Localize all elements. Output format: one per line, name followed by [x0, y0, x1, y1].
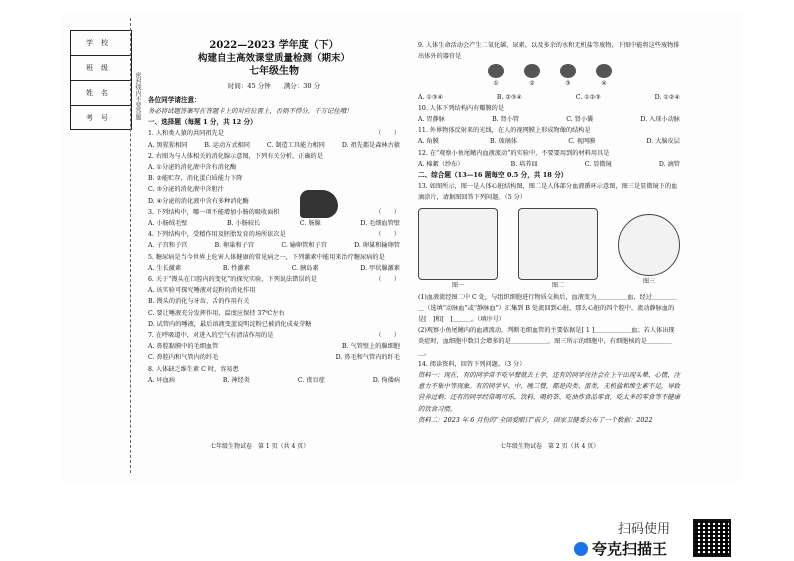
notice-heading: 各位同学请注意：: [148, 95, 201, 104]
question-6: 6. 关于“馒头在口腔内的变化”的探究实验，下列说法错误的是 （ ）: [148, 276, 400, 284]
question-2: 2. 右图为与人体相关的消化腺示意图，下列有关分析，正确的是: [148, 152, 323, 160]
q2-option-d: D. ④分泌的消化液中含有多种消化酶: [148, 197, 249, 205]
brand-name: 夸克扫描王: [592, 540, 668, 558]
q11-options: A. 角膜 B. 玻璃体 C. 视网膜 D. 大脑皮层: [418, 138, 680, 146]
q2-option-b: B. ②能贮存，消化蛋白质能力下降: [148, 175, 243, 183]
q9-options: A. ①③④ B. ②③④ C. ①②③ D. ①②④: [418, 93, 680, 101]
q7-options-ab: A. 鼻腔黏膜中的毛细血管 B. 气管壁上的腺细胞: [148, 343, 400, 351]
subject-title: 七年级生物: [249, 66, 299, 78]
brand-logo-icon: [574, 542, 588, 556]
q6-option-b: B. 馒头的消化与牙齿、舌的作用有关: [148, 298, 250, 306]
scan-label: 扫码使用: [618, 522, 671, 537]
student-info-box: [70, 30, 132, 130]
q13-part-2: (2)观察小鱼尾鳍内的血液流动，判断毛细血管的主要依据是[ 1 ]＿＿＿＿＿＿血；若人体出现炎症时，血细胞中数目会增多的是＿＿＿＿＿＿，图三所示的细胞中，有细胞核的是＿＿＿＿＿。: [418, 327, 675, 357]
question-4: 4. 下列结构中，受精作用及胚胎发育的场所依次是 （ ）: [148, 231, 400, 239]
digestive-gland-figure: [300, 190, 338, 218]
q4-options: A. 子宫和子宫 B. 卵巢和子宫 C. 输卵管和子宫 D. 卵巢和输卵管: [148, 242, 400, 250]
left-column: [148, 40, 400, 386]
question-3: 3. 下列结构中，哪一项不能增加小肠的吸收面积 （ ）: [148, 208, 400, 216]
q6-option-d: D. 试管内的唾液，最后溶液变蓝说明淀粉已被消化成麦芽糖: [148, 320, 312, 328]
q2-option-a: A. ①分泌的消化液中含有消化酶: [148, 164, 237, 172]
exam-title: 构建自主高效课堂质量检测（期末）: [197, 53, 350, 65]
material-1: 资料一：现在，有的同学常不吃早餐就去上学，还有的同学往往会在上午出现头晕、心慌、注意力不集中等现象。有的同学早、中、晚三餐，都是肉类、蛋类，无机盐和维生素不足，导致营养过剩；还有的同学经常喝可乐，饮料，喝奶茶、吃油炸食品零食，吃太多的零食等不健康的饮食习惯。: [418, 371, 681, 413]
question-13: 13. 如图所示，图一是人体心脏结构图，图二是人体部分血液循环示意图，图三是显微镜下的血滴涂片，请据图回答下列问题。（5 分）: [418, 183, 678, 202]
brand-watermark: [574, 538, 667, 559]
section-2-heading: 二、综合题（13—16 题每空 0.5 分，共 18 分）: [418, 171, 568, 180]
qr-code-icon: [693, 519, 731, 557]
name-field: 姓名: [71, 81, 131, 106]
q6-option-a: A. 该实验可探究唾液对淀粉的消化作用: [148, 287, 256, 295]
question-5: 5. 糖尿病是当今世界上危害人体健康的常见病之一，下列激素中能用来治疗糖尿病的是: [148, 253, 385, 261]
q5-options: A. 生长激素 B. 性激素 C. 胰岛素 D. 甲状腺激素: [148, 264, 400, 272]
kidney-icon: [560, 64, 576, 78]
question-10: 10. 人体下列结构内有瓣膜的是: [418, 104, 505, 112]
q13-part-1: (1)血液流经图二中 C 处，与组织细胞进行物质交换后，血液变为＿＿＿＿＿血，经过＿＿＿＿＿（选填“动脉血”或“静脉血”）汇集到 B 处流回到心脏，那么心脏的四个腔中，流动静脉血的是[ ]和[ ]＿＿＿。（填序号）: [418, 293, 677, 324]
right-column: [418, 40, 680, 426]
exam-meta: 时间：45 分钟 满分：30 分: [227, 81, 321, 90]
school-year-title: 2022—2023 学年度（下）: [209, 40, 339, 51]
heart-icon: [596, 64, 612, 78]
notice-text: 务必将试题答案写在答题卡上的对应位置上，否则不得分，千万记住哦！: [148, 107, 353, 116]
liver-icon: [524, 64, 540, 78]
question-1: 1. 人和类人猿的共同祖先是 （ ）: [148, 130, 400, 138]
q12-options: A. 棉絮（纱布） B. 培养皿 C. 显微镜 D. 滴管: [418, 160, 680, 168]
question-9: 9. 人体生命活动会产生二氧化碳、尿素，以及多余的水和无机盐等废物，下图中能将这些废物排出体外的器官是: [418, 42, 680, 61]
left-page-footer: 七年级生物试卷 第 1 页（共 4 页）: [210, 443, 310, 450]
question-12: 12. 在“观察小鱼尾鳍内血液流动”的实验中，不要要用到的材料用具是: [418, 149, 610, 157]
q7-options-cd: C. 鼻腔内和气管内的纤毛 D. 鼻毛和气管内的纤毛: [148, 354, 400, 362]
blood-smear-figure: [618, 214, 680, 276]
q1-options: A. 黑猩猩相同 B. 运动方式相同 C. 制造工具能力相同 D. 祖先都是森林古猿: [148, 141, 400, 149]
lung-icon: [488, 64, 504, 78]
circulation-figure: [518, 208, 598, 280]
class-field: 班级: [71, 56, 131, 81]
section-1-heading: 一、选择题（每题 1 分，共 12 分）: [148, 118, 257, 127]
q8-options: A. 坏血病 B. 神经炎 C. 夜盲症 D. 佝偻病: [148, 376, 400, 384]
q10-options: A. 胃静脉 B. 肾小管 C. 肾小囊 D. 入球小动脉: [418, 116, 680, 124]
question-14: 14. 阅读资料，回答下列问题。（3 分）: [418, 360, 526, 368]
school-field: 学校: [71, 31, 131, 56]
circulation-figures: 图一 图二 图三: [418, 208, 680, 288]
seal-line: [130, 18, 131, 473]
material-2: 资料二：2023 年 6 月份的“全国爱眼日”前夕，国家卫健委公布了一个数据：2022: [418, 415, 653, 424]
exam-number-field: 考号: [86, 114, 116, 122]
question-11: 11. 外界物体反射来的光线，在人的视网膜上形成物像的结构是: [418, 127, 591, 135]
seal-text: 密封线内不要答题: [134, 72, 141, 120]
right-page-footer: 七年级生物试卷 第 2 页（共 4 页）: [500, 443, 600, 450]
question-8: 8. 人体缺乏维生素 C 时，容易患: [148, 365, 239, 373]
heart-structure-figure: [418, 208, 498, 280]
q3-options: A. 小肠绒毛壁 B. 小肠较长 C. 肠腺 D. 毛细血管壁: [148, 220, 400, 228]
question-7: 7. 在呼吸道中，对进入的空气有清洁作用的是 （ ）: [148, 332, 400, 340]
q2-option-c: C. ③分泌的消化液中含胆汁: [148, 186, 224, 194]
organ-figure: ① ② ③ ④: [488, 64, 680, 89]
q6-option-c: C. 要让唾液充分发挥作用，温度应保持 37℃左右: [148, 309, 285, 317]
